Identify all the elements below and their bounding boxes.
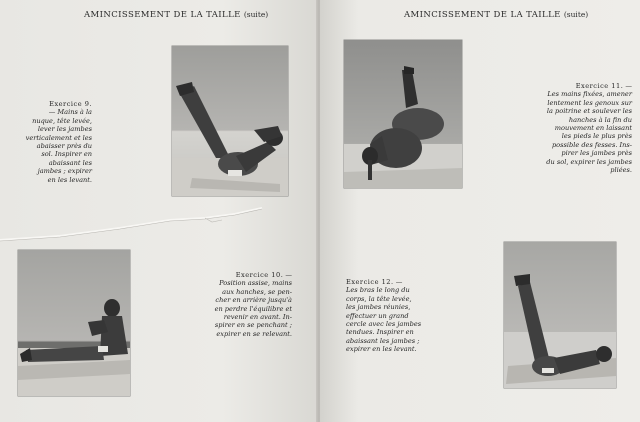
- exercise-10-line-1: Position assise, mains: [219, 279, 292, 288]
- right-running-head: [404, 10, 588, 20]
- exercise-12-line-0: Exercice 12. —: [346, 278, 403, 286]
- exercise-11-line-1: Les mains fixées, amener: [547, 90, 632, 99]
- exercise-9-figure-icon: [172, 46, 288, 196]
- exercise-9-line-0: — Mains à la: [48, 108, 92, 117]
- exercise-12-line-5: cercle avec les jambes: [346, 320, 422, 329]
- exercise-10-photo: [18, 250, 130, 396]
- exercise-11-line-5: mouvement en laissant: [554, 124, 632, 133]
- left-page: [0, 0, 318, 422]
- left-running-head: [84, 10, 268, 20]
- exercise-11-title: Exercice 11.: [575, 82, 624, 90]
- exercise-10-line-0: Exercice 10. —: [235, 271, 292, 279]
- exercise-9-line-1: nuque, tête levée,: [32, 116, 92, 125]
- exercise-9-caption: [18, 100, 92, 184]
- right-running-head-text: AMINCISSEMENT DE LA TAILLE: [404, 10, 561, 20]
- left-running-head-text: AMINCISSEMENT DE LA TAILLE: [84, 10, 241, 20]
- exercise-9-line-3: verticalement et les: [25, 133, 92, 142]
- exercise-9-line-6: abaissant les: [48, 158, 92, 167]
- exercise-11-photo: [344, 40, 462, 188]
- exercise-11-line-0: Exercice 11. —: [575, 82, 632, 90]
- exercise-12-line-1: Les bras le long du: [346, 286, 410, 295]
- exercise-11-caption: [532, 82, 632, 174]
- exercise-9-title: Exercice 9.: [49, 100, 92, 108]
- exercise-10-title: Exercice 10.: [235, 271, 284, 279]
- exercise-12-line-4: effectuer un grand: [346, 311, 409, 320]
- exercise-11-line-4: hanches à la fin du: [568, 115, 632, 124]
- exercise-11-line-3: la poitrine et soulever les: [546, 107, 632, 116]
- exercise-11-line-8: pirer les jambes près: [561, 149, 632, 158]
- exercise-9-line-8: en les levant.: [47, 175, 92, 184]
- exercise-10-caption: [200, 271, 292, 338]
- page-tear-mark: [0, 206, 318, 242]
- exercise-11-line-9: du sol, expirer les jambes: [546, 157, 632, 166]
- exercise-9-line-2: lever les jambes: [37, 125, 92, 134]
- exercise-12-line-2: corps, la tête levée,: [346, 294, 412, 303]
- exercise-12-line-8: expirer en les levant.: [346, 345, 417, 354]
- exercise-10-line-3: cher en arrière jusqu'à: [215, 296, 292, 305]
- right-page: [320, 0, 640, 422]
- exercise-12-line-3: les jambes réunies,: [346, 303, 411, 312]
- exercise-11-figure-icon: [344, 40, 462, 188]
- left-running-head-suite: (suite): [243, 10, 269, 19]
- exercise-12-figure-icon: [504, 242, 616, 388]
- exercise-11-line-10: pliées.: [610, 166, 632, 175]
- right-running-head-suite: (suite): [563, 10, 589, 19]
- exercise-10-line-2: aux hanches, se pen-: [222, 287, 292, 296]
- exercise-12-line-6: tendues. Inspirer en: [346, 328, 414, 337]
- exercise-9-line-5: sol. Inspirer en: [41, 150, 92, 159]
- exercise-12-title: Exercice 12.: [346, 278, 394, 286]
- exercise-10-line-4: en perdre l'équilibre et: [214, 304, 292, 313]
- exercise-11-line-2: lentement les genoux sur: [547, 98, 632, 107]
- exercise-9-line-4: abaisser près du: [36, 142, 92, 151]
- exercise-10-line-6: spirer en se penchant ;: [214, 321, 292, 330]
- exercise-9-photo: [172, 46, 288, 196]
- exercise-12-line-7: abaissant les jambes ;: [346, 336, 420, 345]
- exercise-12-photo: [504, 242, 616, 388]
- exercise-11-line-6: les pieds le plus près: [561, 132, 632, 141]
- exercise-10-figure-icon: [18, 250, 130, 396]
- exercise-11-line-7: possible des fesses. Ins-: [551, 140, 632, 149]
- exercise-12-caption: [346, 278, 438, 354]
- exercise-10-line-7: expirer en se relevant.: [216, 329, 292, 338]
- exercise-9-line-7: jambes ; expirer: [37, 167, 92, 176]
- exercise-10-line-5: revenir en avant. In-: [223, 313, 292, 322]
